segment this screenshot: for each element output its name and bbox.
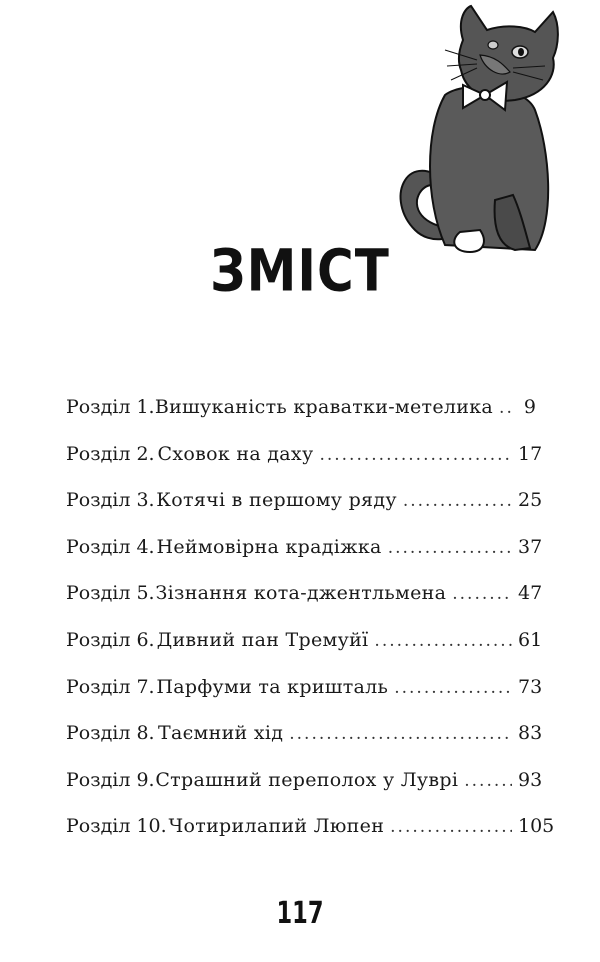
chapter-label: Розділ 3. (66, 489, 155, 512)
page-number: 117 (276, 896, 324, 931)
cat-icon (385, 0, 570, 265)
chapter-label: Розділ 4. (66, 535, 155, 558)
chapter-page: 25 (518, 489, 543, 512)
chapter-page: 37 (518, 535, 543, 558)
chapter-page: 61 (518, 628, 543, 651)
chapter-title: Неймовірна крадіжка (156, 535, 382, 558)
chapter-page: 93 (518, 768, 543, 791)
dot-leader (289, 724, 512, 744)
toc-item (66, 675, 543, 723)
dot-leader (499, 398, 512, 418)
table-of-contents (66, 396, 555, 862)
chapter-label: Розділ 1. (66, 396, 155, 418)
chapter-label: Розділ 6. (66, 628, 155, 651)
chapter-title: Чотирилапий Люпен (168, 815, 385, 838)
dot-leader (464, 771, 512, 791)
chapter-title: Дивний пан Тремуйї (156, 628, 369, 651)
dot-leader (403, 491, 512, 511)
chapter-page: 17 (518, 442, 543, 465)
chapter-title: Вишуканість краватки-метелика (154, 396, 494, 418)
chapter-page: 9 (523, 396, 536, 418)
chapter-title: Зізнання кота-джентльмена (155, 582, 447, 605)
toc-item (66, 442, 543, 490)
dot-leader (319, 445, 512, 465)
toc-item (66, 489, 543, 536)
toc-item (66, 535, 543, 583)
toc-item (66, 396, 536, 443)
toc-item (66, 815, 555, 862)
dot-leader (388, 538, 512, 558)
dot-leader (374, 631, 512, 651)
toc-item (66, 628, 543, 676)
chapter-page: 47 (518, 582, 543, 605)
toc-item (66, 722, 543, 769)
chapter-page: 73 (518, 675, 543, 698)
page-title: ЗМІСТ (210, 237, 390, 305)
dot-leader (390, 817, 512, 837)
toc-item (66, 768, 543, 816)
chapter-label: Розділ 10. (66, 815, 167, 838)
chapter-label: Розділ 2. (66, 442, 155, 465)
chapter-page: 83 (518, 722, 543, 745)
chapter-title: Котячі в першому ряду (156, 489, 397, 512)
chapter-title: Страшний переполох у Луврі (155, 768, 459, 791)
chapter-title: Таємний хід (158, 722, 284, 745)
dot-leader (394, 678, 512, 698)
chapter-label: Розділ 5. (66, 582, 155, 605)
chapter-title: Сховок на даху (157, 442, 314, 465)
chapter-title: Парфуми та кришталь (156, 675, 389, 698)
chapter-label: Розділ 9. (66, 768, 155, 791)
chapter-page: 105 (518, 815, 555, 838)
chapter-label: Розділ 7. (66, 675, 155, 698)
dot-leader (452, 584, 512, 604)
chapter-label: Розділ 8. (66, 722, 155, 745)
toc-item (66, 582, 543, 629)
